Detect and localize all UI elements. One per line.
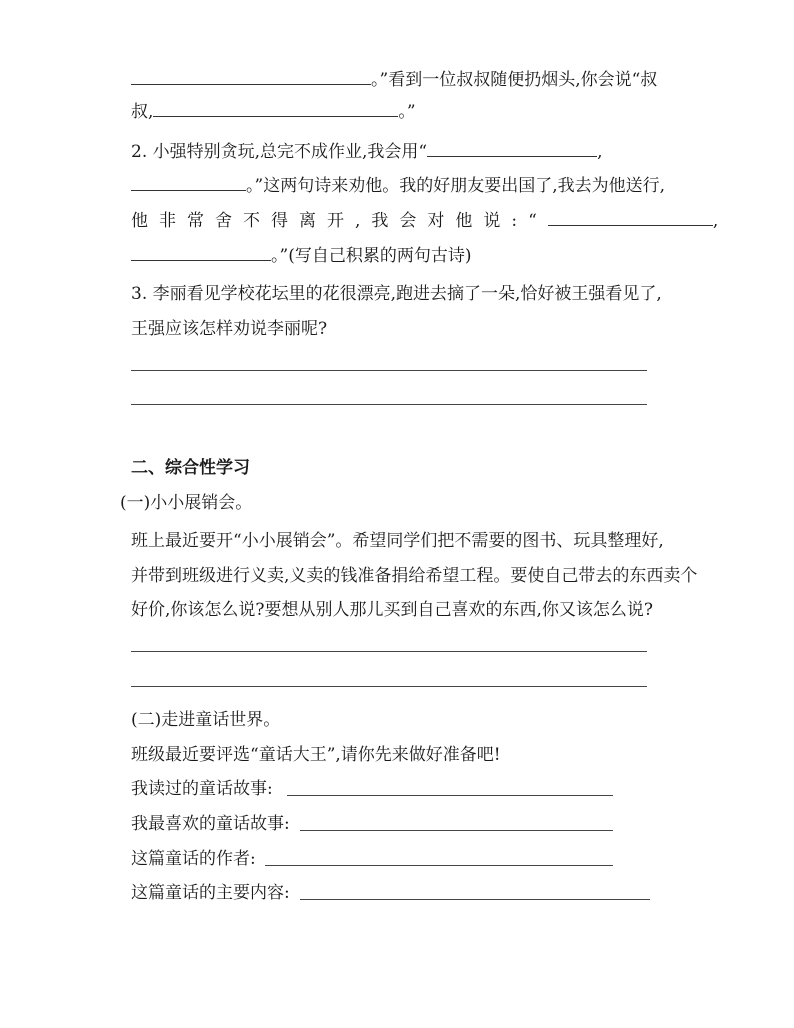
field-row [131,813,290,835]
answer-blank[interactable] [548,209,713,226]
section-title: 二、综合性学习 [131,458,250,478]
field-label: 我最喜欢的童话故事: [131,814,290,834]
text: 。”看到一位叔叔随便扔烟头,你会说“叔 [371,70,658,90]
text: 。” [398,102,416,122]
intro-line: 班级最近要评选“童话大王”,请你先来做好准备吧! [131,745,501,765]
line-q3-1: 3. 李丽看见学校花坛里的花很漂亮,跑进去摘了一朵,恰好被王强看见了, [131,284,662,304]
line-q2-3 [131,209,718,232]
line-p1-1 [131,68,657,91]
paragraph-line: 班上最近要开“小小展销会”。希望同学们把不需要的图书、玩具整理好, [131,531,664,551]
text: , [597,142,603,162]
subsection-title-2: (二)走进童话世界。 [131,710,281,730]
text: 叔, [131,102,154,122]
answer-line[interactable] [300,899,650,900]
line-p1-2 [131,100,416,123]
answer-line[interactable] [131,404,647,405]
answer-line[interactable] [287,795,613,796]
answer-blank[interactable] [153,100,398,117]
paragraph-line: 好价,你该怎么说?要想从别人那儿买到自己喜欢的东西,你又该怎么说? [131,600,654,620]
answer-blank[interactable] [131,68,371,85]
text: 。”这两句诗来劝他。我的好朋友要出国了,我去为他送行, [246,176,665,196]
line-q2-4 [131,244,471,267]
subsection-title-1: (一)小小展销会。 [120,493,253,513]
text: 2. 小强特别贪玩,总完不成作业,我会用“ [131,142,428,162]
text: 他非常舍不得离开,我会对他说:“ [131,211,548,231]
field-label: 我读过的童话故事: [131,779,273,799]
line-q3-2: 王强应该怎样劝说李丽呢? [131,319,328,339]
paragraph-line: 并带到班级进行义卖,义卖的钱准备捐给希望工程。要使自己带去的东西卖个 [131,566,698,586]
answer-line[interactable] [131,370,647,371]
field-label: 这篇童话的作者: [131,849,256,869]
field-row [131,848,256,870]
field-row [131,882,290,904]
answer-blank[interactable] [131,174,246,191]
field-label: 这篇童话的主要内容: [131,883,290,903]
answer-line[interactable] [265,865,613,866]
answer-blank[interactable] [131,244,271,261]
answer-line[interactable] [131,651,647,652]
field-row [131,778,273,800]
answer-line[interactable] [131,686,647,687]
answer-line[interactable] [300,830,613,831]
line-q2-2 [131,174,665,197]
answer-blank[interactable] [427,140,597,157]
line-q2-1 [131,140,603,163]
text: 。”(写自己积累的两句古诗) [271,246,472,266]
text: , [712,211,719,231]
